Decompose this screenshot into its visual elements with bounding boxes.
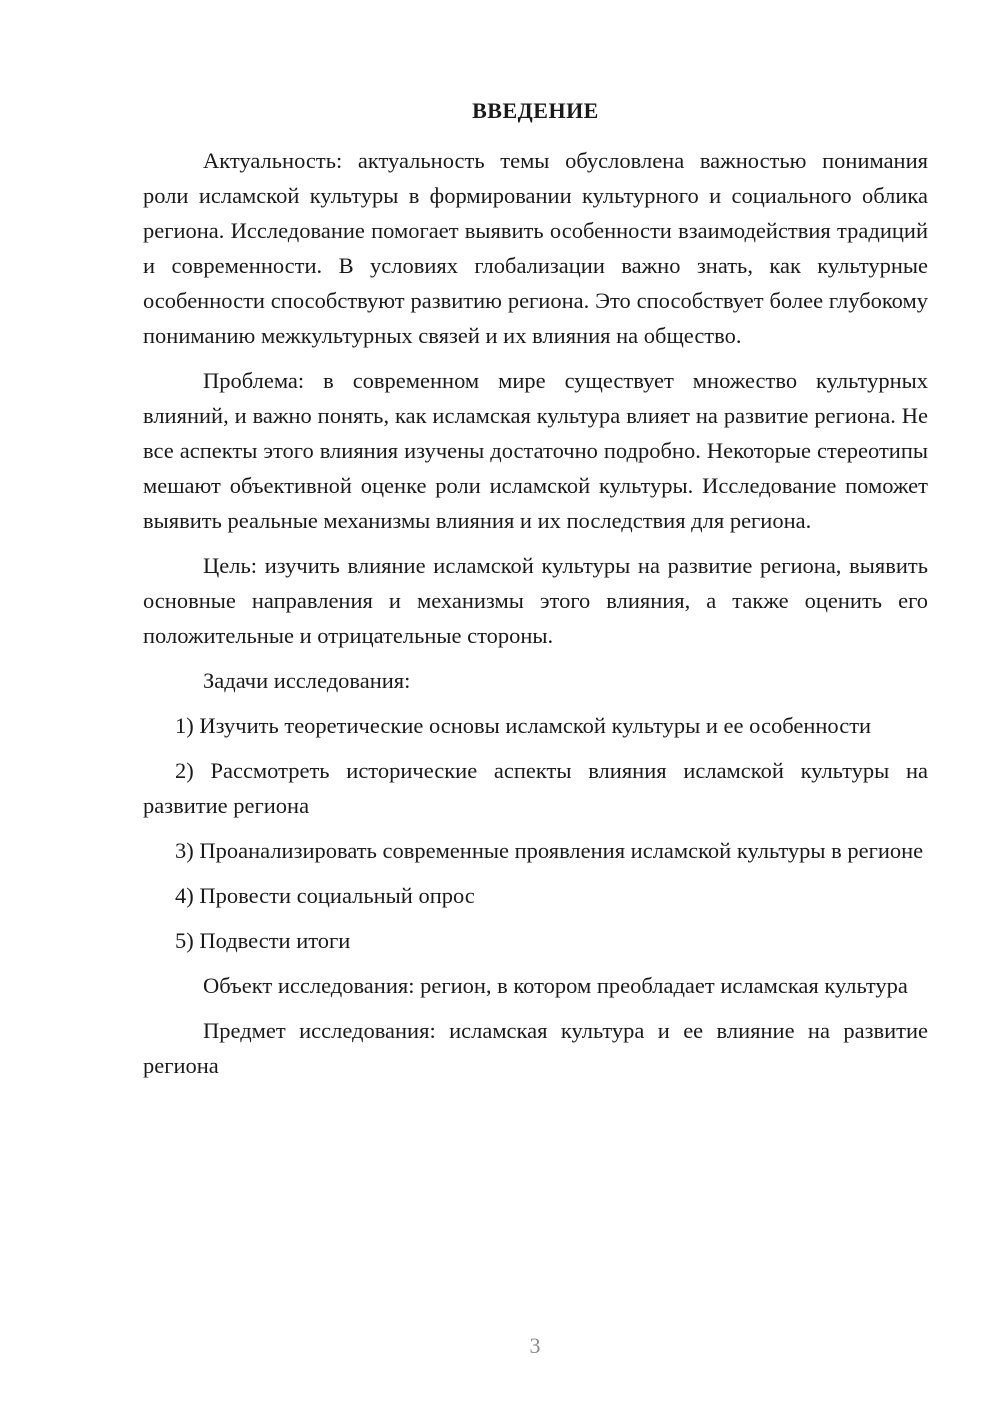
- task-item: 4) Провести социальный опрос: [175, 883, 475, 908]
- paragraph-object: Объект исследования: регион, в котором преобладает исламская культура: [203, 973, 908, 998]
- task-item: 5) Подвести итоги: [175, 928, 351, 953]
- task-item: 1) Изучить теоретические основы исламской культуры и ее особенности: [175, 713, 872, 738]
- task-item: 3) Проанализировать современные проявления исламской культуры в регионе: [175, 838, 924, 863]
- paragraph-goal: Цель: изучить влияние исламской культуры на развитие региона, выявить основные направления и механизмы этого влияния, а также оценить его положительные и отрицательные стороны.: [143, 553, 928, 648]
- paragraph-subject: Предмет исследования: исламская культура и ее влияние на развитие региона: [143, 1018, 928, 1078]
- page-title: ВВЕДЕНИЕ: [472, 98, 599, 123]
- task-item: 2) Рассмотреть исторические аспекты влияния исламской культуры на развитие региона: [143, 758, 928, 818]
- document-body: [143, 143, 928, 1083]
- paragraph-relevance: Актуальность: актуальность темы обусловлена важностью понимания роли исламской культуры в формировании культурного и социального облика региона. Исследование помогает выявить особенности взаимодействия традиций и современности. В условиях глобализации важно знать, как культурные особенности способствуют развитию региона. Это способствует более глубокому пониманию межкультурных связей и их влияния на общество.: [143, 148, 928, 348]
- tasks-heading: Задачи исследования:: [203, 668, 411, 693]
- page-number: 3: [529, 1333, 541, 1358]
- paragraph-problem: Проблема: в современном мире существует множество культурных влияний, и важно понять, как исламская культура влияет на развитие региона. Не все аспекты этого влияния изучены достаточно подробно. Некоторые стереотипы мешают объективной оценке роли исламской культуры. Исследование поможет выявить реальные механизмы влияния и их последствия для региона.: [143, 368, 928, 533]
